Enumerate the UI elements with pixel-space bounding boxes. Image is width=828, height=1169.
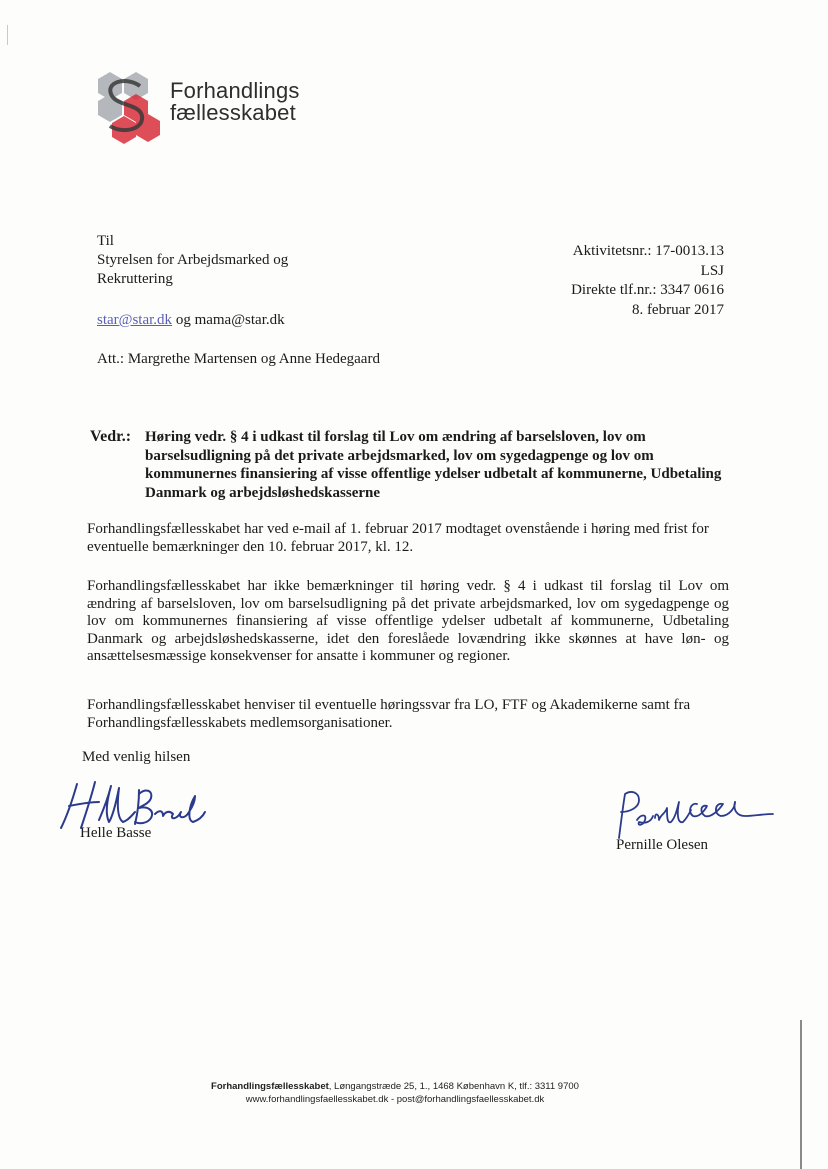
footer bbox=[150, 1080, 640, 1106]
body-paragraph-2: Forhandlingsfællesskabet har ikke bemærkninger til høring vedr. § 4 i udkast til forslag til Lov om ændring af barselsloven, lov om barselsudligning på det private arbejdsmarked, lov om sygedagpenge og lov om kommunernes finansiering af visse offentlige ydelser udbetalt af kommunerne, Udbetaling Danmark og arbejdsløshedskasserne, idet den foreslåede lovændring ikke skønnes at have løn- og ansættelsesmæssige konsekvenser for ansatte i kommuner og regioner. bbox=[87, 578, 729, 664]
body-paragraph-3: Forhandlingsfællesskabet henviser til eventuelle høringssvar fra LO, FTF og Akademikerne samt fra Forhandlingsfællesskabets medlemsorganisationer. bbox=[87, 697, 691, 731]
signatory-left-name: Helle Basse bbox=[80, 825, 152, 841]
closing-greeting: Med venlig hilsen bbox=[82, 749, 191, 765]
signatory-right-name: Pernille Olesen bbox=[616, 837, 709, 853]
body-paragraph-1: Forhandlingsfællesskabet har ved e-mail af 1. februar 2017 modtaget ovenstående i høring med frist for eventuelle bemærkninger den 10. februar 2017, kl. 12. bbox=[87, 521, 709, 555]
recipient-line: Styrelsen for Arbejdsmarked og bbox=[97, 252, 289, 268]
logo-hexagon-icon bbox=[96, 70, 162, 146]
footer-address: , Løngangstræde 25, 1., 1468 København K, tlf.: 3311 9700 bbox=[328, 1081, 579, 1092]
attention-line: Att.: Margrethe Martensen og Anne Hedegaard bbox=[97, 351, 380, 367]
logo-line-1: Forhandlings bbox=[170, 78, 300, 103]
footer-line-1 bbox=[150, 1080, 640, 1093]
reference-block bbox=[520, 242, 724, 320]
subject-text: Høring vedr. § 4 i udkast til forslag til Lov om ændring af barselsloven, lov om barselsudligning på det private arbejdsmarked, lov om sygedagpenge og lov om kommunernes finansiering af visse offentlige ydelser udbetalt af kommunerne, Udbetaling Danmark og arbejdsløshedskasserne bbox=[145, 429, 722, 501]
recipient-line: Rekruttering bbox=[97, 271, 173, 287]
initials: LSJ bbox=[700, 262, 724, 279]
footer-org: Forhandlingsfællesskabet bbox=[211, 1081, 329, 1092]
email-line bbox=[97, 312, 285, 329]
activity-number: Aktivitetsnr.: 17-0013.13 bbox=[572, 243, 724, 259]
recipient-line: Til bbox=[97, 233, 114, 249]
email-rest: og mama@star.dk bbox=[172, 312, 285, 328]
direct-phone: Direkte tlf.nr.: 3347 0616 bbox=[571, 282, 724, 298]
scan-margin-mark-left bbox=[7, 25, 8, 45]
footer-line-2[interactable]: www.forhandlingsfaellesskabet.dk - post@forhandlingsfaellesskabet.dk bbox=[245, 1094, 545, 1105]
scan-margin-mark-right bbox=[800, 1020, 802, 1169]
letter-date: 8. februar 2017 bbox=[631, 301, 724, 318]
email-link[interactable]: star@star.dk bbox=[97, 312, 173, 328]
logo-line-2: fællesskabet bbox=[170, 100, 296, 125]
logo-wordmark bbox=[170, 80, 300, 124]
subject-label: Vedr.: bbox=[90, 428, 132, 445]
recipient-block bbox=[97, 232, 288, 289]
